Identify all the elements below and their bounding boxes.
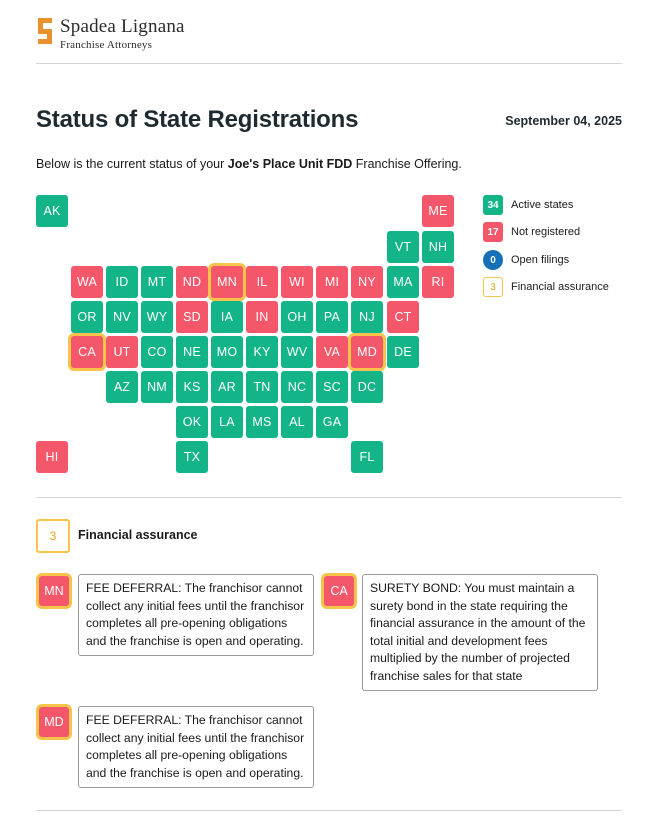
- state-tile-fl[interactable]: FL: [351, 441, 383, 473]
- legend-label: Financial assurance: [511, 281, 609, 293]
- legend-count-badge: 0: [483, 250, 503, 270]
- state-tile-ar[interactable]: AR: [211, 371, 243, 403]
- brand-logo: [36, 16, 185, 52]
- state-tile-ok[interactable]: OK: [176, 406, 208, 438]
- brand-text: [60, 16, 185, 52]
- state-tile-ky[interactable]: KY: [246, 336, 278, 368]
- report-date: September 04, 2025: [505, 114, 622, 128]
- state-tile-ma[interactable]: MA: [387, 266, 419, 298]
- state-tile-az[interactable]: AZ: [106, 371, 138, 403]
- brand-tagline: Franchise Attorneys: [60, 39, 153, 51]
- state-tile-ut[interactable]: UT: [106, 336, 138, 368]
- state-tile-la[interactable]: LA: [211, 406, 243, 438]
- financial-assurance-count-badge: 3: [36, 519, 70, 553]
- state-tile-ne[interactable]: NE: [176, 336, 208, 368]
- note-state-tile-md: MD: [39, 707, 69, 737]
- state-tile-nv[interactable]: NV: [106, 301, 138, 333]
- state-tile-mn[interactable]: MN: [211, 266, 243, 298]
- state-tile-ny[interactable]: NY: [351, 266, 383, 298]
- state-tile-sd[interactable]: SD: [176, 301, 208, 333]
- state-tile-ga[interactable]: GA: [316, 406, 348, 438]
- state-tile-vt[interactable]: VT: [387, 231, 419, 263]
- state-tile-mi[interactable]: MI: [316, 266, 348, 298]
- state-tile-il[interactable]: IL: [246, 266, 278, 298]
- state-tile-nd[interactable]: ND: [176, 266, 208, 298]
- financial-assurance-title: Financial assurance: [78, 528, 198, 542]
- state-tile-md[interactable]: MD: [351, 336, 383, 368]
- state-tile-wi[interactable]: WI: [281, 266, 313, 298]
- offering-name: Joe's Place Unit FDD: [227, 157, 353, 171]
- state-tile-ak[interactable]: AK: [36, 195, 68, 227]
- legend-financial-assurance: [483, 277, 609, 297]
- note-state-tile-ca: CA: [324, 576, 354, 606]
- financial-assurance-note-mn: FEE DEFERRAL: The franchisor cannot collect any initial fees until the franchisor completes all pre-opening obligations and the franchise is open and operating.: [78, 574, 314, 656]
- state-tile-sc[interactable]: SC: [316, 371, 348, 403]
- state-tile-ct[interactable]: CT: [387, 301, 419, 333]
- state-tile-or[interactable]: OR: [71, 301, 103, 333]
- state-tile-wy[interactable]: WY: [141, 301, 173, 333]
- state-tile-va[interactable]: VA: [316, 336, 348, 368]
- footer-divider: [36, 810, 622, 811]
- state-tile-nh[interactable]: NH: [422, 231, 454, 263]
- page-title: Status of State Registrations: [36, 106, 359, 133]
- state-tile-in[interactable]: IN: [246, 301, 278, 333]
- legend-count-badge: 34: [483, 195, 503, 215]
- state-tile-nc[interactable]: NC: [281, 371, 313, 403]
- state-tile-nj[interactable]: NJ: [351, 301, 383, 333]
- state-tile-hi[interactable]: HI: [36, 441, 68, 473]
- state-tile-oh[interactable]: OH: [281, 301, 313, 333]
- legend-count-badge: 3: [483, 277, 503, 297]
- state-tile-tn[interactable]: TN: [246, 371, 278, 403]
- state-tile-wv[interactable]: WV: [281, 336, 313, 368]
- financial-assurance-note-md: FEE DEFERRAL: The franchisor cannot collect any initial fees until the franchisor completes all pre-opening obligations and the franchise is open and operating.: [78, 706, 314, 788]
- header-divider: [36, 63, 622, 64]
- state-tile-ms[interactable]: MS: [246, 406, 278, 438]
- state-tile-co[interactable]: CO: [141, 336, 173, 368]
- state-tile-tx[interactable]: TX: [176, 441, 208, 473]
- legend-count-badge: 17: [483, 222, 503, 242]
- state-tile-ri[interactable]: RI: [422, 266, 454, 298]
- legend-label: Open filings: [511, 254, 570, 266]
- legend-not-registered: [483, 222, 580, 242]
- state-tile-ca[interactable]: CA: [71, 336, 103, 368]
- intro-text: [36, 157, 462, 171]
- state-tile-al[interactable]: AL: [281, 406, 313, 438]
- state-tile-mt[interactable]: MT: [141, 266, 173, 298]
- state-tile-mo[interactable]: MO: [211, 336, 243, 368]
- state-tile-me[interactable]: ME: [422, 195, 454, 227]
- intro-prefix: Below is the current status of your: [36, 157, 228, 171]
- intro-suffix: Franchise Offering.: [352, 157, 462, 171]
- brand-mark-icon: [36, 16, 54, 46]
- section-divider: [36, 497, 622, 498]
- financial-assurance-note-ca: SURETY BOND: You must maintain a surety bond in the state requiring the financial assurance in the amount of the total initial and development fees multiplied by the number of projected franchise sales for that state: [362, 574, 598, 691]
- state-tile-ks[interactable]: KS: [176, 371, 208, 403]
- legend-open-filings: [483, 250, 569, 270]
- legend-active: [483, 195, 573, 215]
- state-tile-dc[interactable]: DC: [351, 371, 383, 403]
- state-tile-id[interactable]: ID: [106, 266, 138, 298]
- legend-label: Not registered: [511, 226, 581, 238]
- state-tile-wa[interactable]: WA: [71, 266, 103, 298]
- note-state-tile-mn: MN: [39, 576, 69, 606]
- brand-name: Spadea Lignana: [60, 16, 185, 37]
- state-tile-ia[interactable]: IA: [211, 301, 243, 333]
- state-tile-nm[interactable]: NM: [141, 371, 173, 403]
- legend-label: Active states: [511, 199, 574, 211]
- state-tile-pa[interactable]: PA: [316, 301, 348, 333]
- state-tile-de[interactable]: DE: [387, 336, 419, 368]
